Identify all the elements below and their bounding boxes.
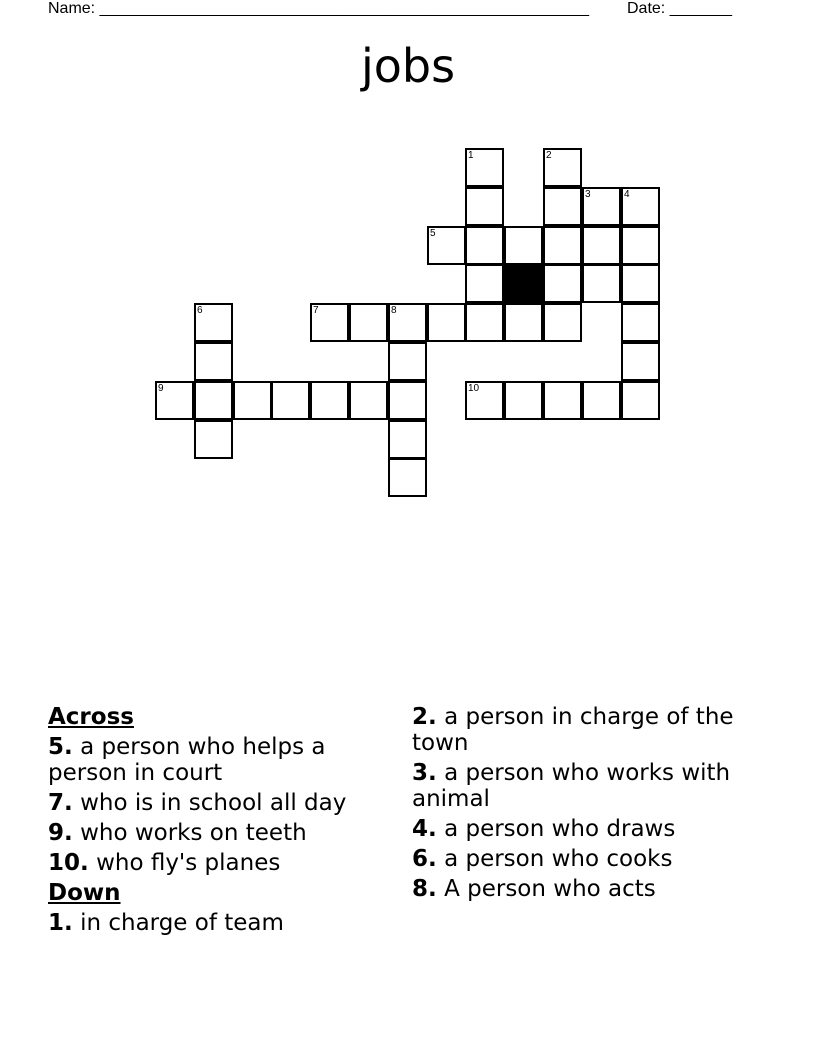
crossword-cell[interactable] [155,381,194,420]
crossword-cell[interactable] [194,420,233,459]
cell-number: 1 [468,150,474,161]
cell-number: 4 [624,189,630,200]
crossword-cell[interactable] [621,342,660,381]
down-heading: Down [48,880,121,906]
clue-across-5 [48,734,378,786]
crossword-cell[interactable] [465,187,504,226]
crossword-cell[interactable] [543,187,582,226]
crossword-cell[interactable] [194,342,233,381]
crossword-cell[interactable] [621,187,660,226]
crossword-cell[interactable] [194,303,233,342]
crossword-cell[interactable] [271,381,310,420]
clue-across-9 [48,820,378,846]
clue-text: a person who helps a person in court [48,734,326,786]
clue-number: 3. [412,760,437,786]
crossword-cell[interactable] [621,226,660,265]
crossword-cell[interactable] [427,303,466,342]
clue-number: 4. [412,816,437,842]
clues-column-left [48,704,378,940]
clue-text: a person who works with animal [412,760,731,812]
crossword-cell[interactable] [388,342,427,381]
cell-number: 2 [546,150,552,161]
clue-down-2 [412,704,742,756]
clue-text: a person in charge of the town [412,704,734,756]
crossword-block [504,264,543,303]
crossword-cell[interactable] [543,381,582,420]
cell-number: 5 [430,228,436,239]
crossword-cell[interactable] [349,303,388,342]
clues-column-right [412,704,742,906]
crossword-cell[interactable] [465,264,504,303]
crossword-cell[interactable] [504,226,543,265]
crossword-cell[interactable] [621,381,660,420]
clue-text: a person who draws [444,816,676,842]
clue-number: 2. [412,704,437,730]
cell-number: 8 [391,305,397,316]
clue-number: 10. [48,850,89,876]
cell-number: 6 [197,305,203,316]
clue-down-1 [48,910,378,936]
crossword-cell[interactable] [621,264,660,303]
crossword-grid [0,0,816,520]
clue-text: in charge of team [80,910,284,936]
cell-number: 7 [313,305,319,316]
cell-number: 3 [585,189,591,200]
clue-text: a person who cooks [444,846,673,872]
crossword-cell[interactable] [349,381,388,420]
clue-text: who fly's planes [96,850,281,876]
crossword-cell[interactable] [465,381,504,420]
crossword-cell[interactable] [582,187,621,226]
clue-number: 1. [48,910,73,936]
clue-number: 8. [412,876,437,902]
clue-across-7 [48,790,378,816]
clue-down-3 [412,760,742,812]
crossword-cell[interactable] [504,303,543,342]
clue-across-10 [48,850,378,876]
crossword-cell[interactable] [582,381,621,420]
date-field[interactable]: Date: _______ [627,0,732,17]
cell-number: 9 [158,383,164,394]
crossword-cell[interactable] [388,458,427,497]
crossword-cell[interactable] [233,381,272,420]
clue-down-4 [412,816,742,842]
clue-number: 5. [48,734,73,760]
puzzle-title: jobs [360,39,456,93]
crossword-cell[interactable] [465,226,504,265]
crossword-cell[interactable] [310,381,349,420]
crossword-cell[interactable] [543,303,582,342]
crossword-cell[interactable] [310,303,349,342]
crossword-cell[interactable] [621,303,660,342]
clue-text: who works on teeth [80,820,307,846]
clue-text: who is in school all day [80,790,347,816]
crossword-cell[interactable] [427,226,466,265]
across-heading: Across [48,704,134,730]
crossword-cell[interactable] [582,264,621,303]
clue-number: 7. [48,790,73,816]
clue-number: 9. [48,820,73,846]
cell-number: 10 [468,383,480,394]
crossword-cell[interactable] [543,148,582,187]
clue-down-6 [412,846,742,872]
crossword-cell[interactable] [194,381,233,420]
crossword-cell[interactable] [582,226,621,265]
clue-number: 6. [412,846,437,872]
crossword-cell[interactable] [543,264,582,303]
clue-down-8 [412,876,742,902]
clue-text: A person who acts [444,876,656,902]
crossword-cell[interactable] [504,381,543,420]
name-field[interactable]: Name: _______________________________________________________ [48,0,589,17]
crossword-cell[interactable] [543,226,582,265]
crossword-cell[interactable] [388,420,427,459]
crossword-cell[interactable] [465,303,504,342]
crossword-cell[interactable] [388,381,427,420]
crossword-cell[interactable] [388,303,427,342]
crossword-cell[interactable] [465,148,504,187]
